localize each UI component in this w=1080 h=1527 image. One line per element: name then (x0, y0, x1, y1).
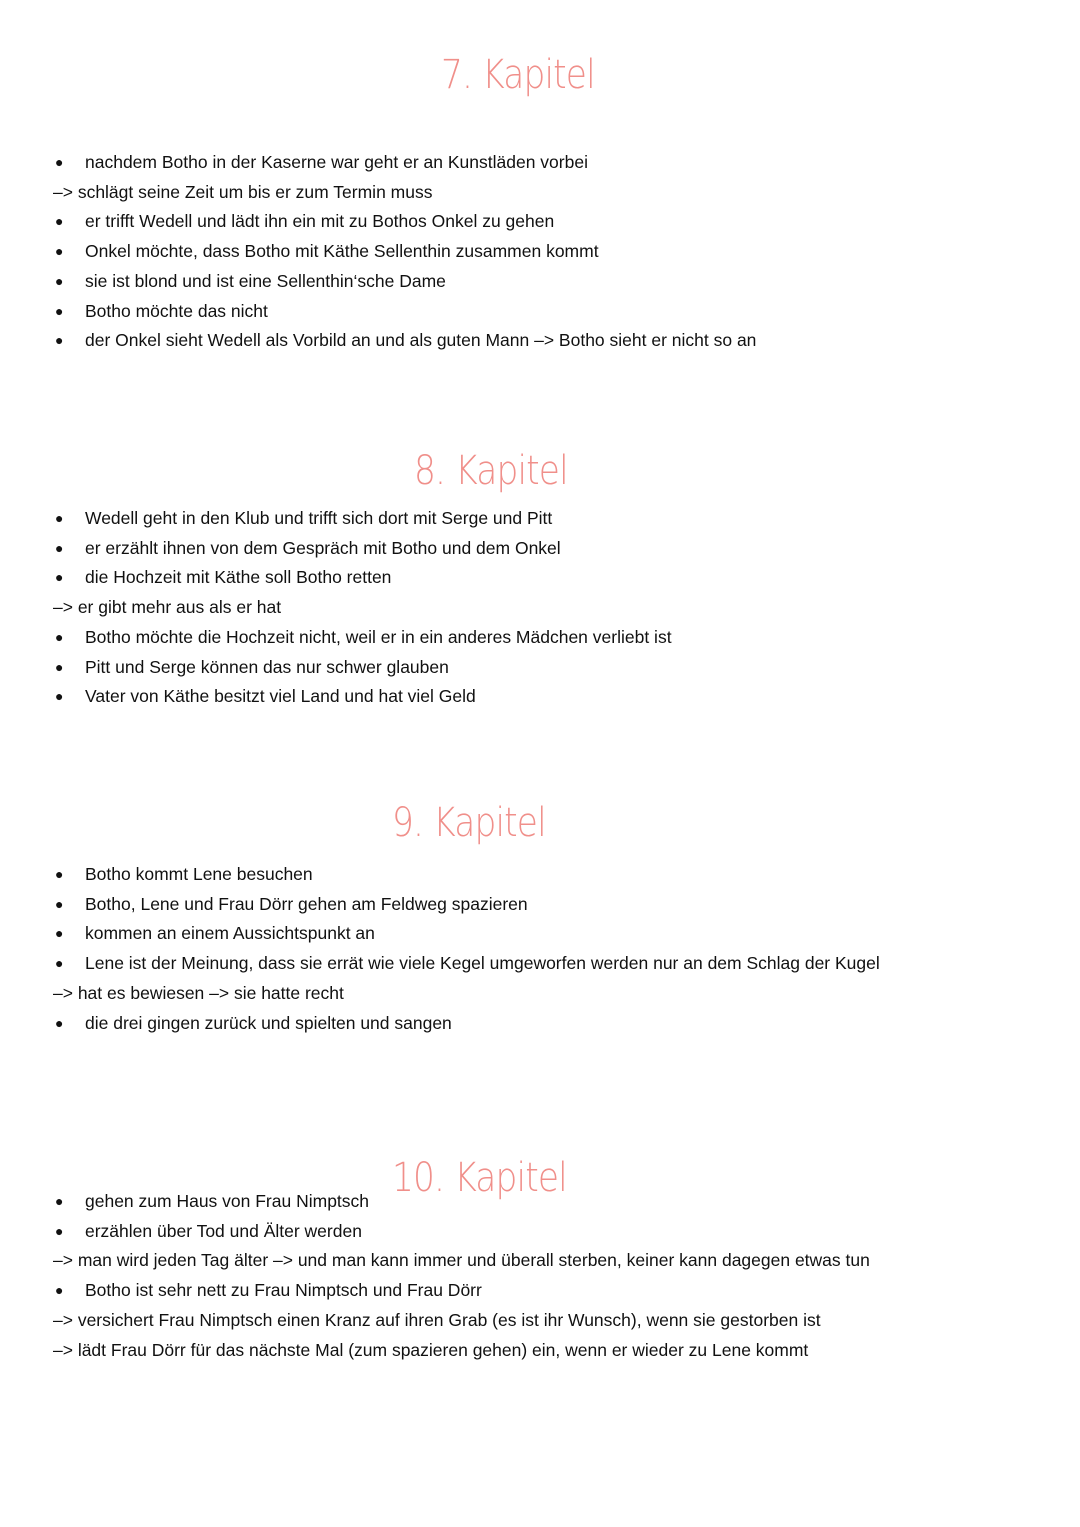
bullet-icon: ● (55, 510, 64, 526)
item-text: Botho, Lene und Frau Dörr gehen am Feldweg spazieren (85, 893, 528, 914)
item-text: Vater von Käthe besitzt viel Land und hat viel Geld (85, 686, 476, 707)
bullet-icon: ● (55, 1282, 64, 1299)
bullet-icon: ● (55, 955, 64, 972)
item-text: –> schlägt seine Zeit um bis er zum Termin muss (53, 181, 433, 202)
bullet-icon: ● (55, 302, 64, 319)
item-text: er trifft Wedell und lädt ihn ein mit zu Bothos Onkel zu gehen (85, 211, 555, 232)
item-text: –> hat es bewiesen –> sie hatte recht (53, 982, 344, 1003)
bullet-icon: ● (55, 688, 64, 705)
item-text: –> lädt Frau Dörr für das nächste Mal (zum spazieren gehen) ein, wenn er wieder zu Lene kommt (53, 1339, 809, 1360)
bullet-icon: ● (55, 1222, 64, 1239)
bullet-icon: ● (55, 1193, 64, 1209)
item-text: –> er gibt mehr aus als er hat (53, 597, 282, 618)
bullet-icon: ● (55, 925, 64, 942)
item-text: Lene ist der Meinung, dass sie errät wie viele Kegel umgeworfen werden nur an dem Schlag der Kugel (85, 953, 880, 974)
item-text: Botho möchte die Hochzeit nicht, weil er in ein anderes Mädchen verliebt ist (85, 626, 672, 647)
bullet-icon: ● (55, 628, 64, 645)
chapter-heading: 9. Kapitel (392, 800, 546, 846)
bullet-icon: ● (55, 272, 64, 289)
item-text: Onkel möchte, dass Botho mit Käthe Sellenthin zusammen kommt (85, 241, 599, 262)
item-text: er erzählt ihnen von dem Gespräch mit Botho und dem Onkel (85, 537, 561, 558)
item-text: der Onkel sieht Wedell als Vorbild an und als guten Mann –> Botho sieht er nicht so an (85, 330, 757, 351)
item-text: Wedell geht in den Klub und trifft sich dort mit Serge und Pitt (85, 508, 553, 528)
bullet-icon: ● (55, 154, 64, 170)
bullet-icon: ● (55, 866, 64, 882)
item-text: Pitt und Serge können das nur schwer glauben (85, 656, 449, 677)
chapter-heading: 10. Kapitel (392, 1155, 567, 1201)
chapter-heading: 7. Kapitel (441, 52, 595, 98)
item-text: die drei gingen zurück und spielten und sangen (85, 1012, 452, 1033)
item-text: gehen zum Haus von Frau Nimptsch (85, 1191, 370, 1211)
item-text: –> man wird jeden Tag älter –> und man kann immer und überall sterben, keiner kann dagegen etwas tun (53, 1250, 870, 1271)
item-text: die Hochzeit mit Käthe soll Botho retten (85, 567, 392, 588)
bullet-icon: ● (55, 895, 64, 912)
item-text: sie ist blond und ist eine Sellenthin‘sche Dame (85, 270, 446, 291)
chapter-heading: 8. Kapitel (414, 448, 568, 494)
bullet-icon: ● (55, 1014, 64, 1031)
item-text: –> versichert Frau Nimptsch einen Kranz auf ihren Grab (es ist ihr Wunsch), wenn sie gestorben ist (53, 1309, 821, 1330)
item-text: erzählen über Tod und Älter werden (85, 1220, 362, 1241)
bullet-icon: ● (55, 569, 64, 586)
bullet-icon: ● (55, 539, 64, 556)
item-text: nachdem Botho in der Kaserne war geht er an Kunstläden vorbei (85, 152, 588, 172)
item-text: kommen an einem Aussichtspunkt an (85, 923, 375, 944)
item-text: Botho ist sehr nett zu Frau Nimptsch und Frau Dörr (85, 1280, 482, 1301)
item-text: Botho möchte das nicht (85, 300, 268, 321)
item-text: Botho kommt Lene besuchen (85, 864, 313, 884)
bullet-icon: ● (55, 332, 64, 349)
bullet-icon: ● (55, 213, 64, 230)
bullet-icon: ● (55, 658, 64, 675)
bullet-icon: ● (55, 243, 64, 260)
